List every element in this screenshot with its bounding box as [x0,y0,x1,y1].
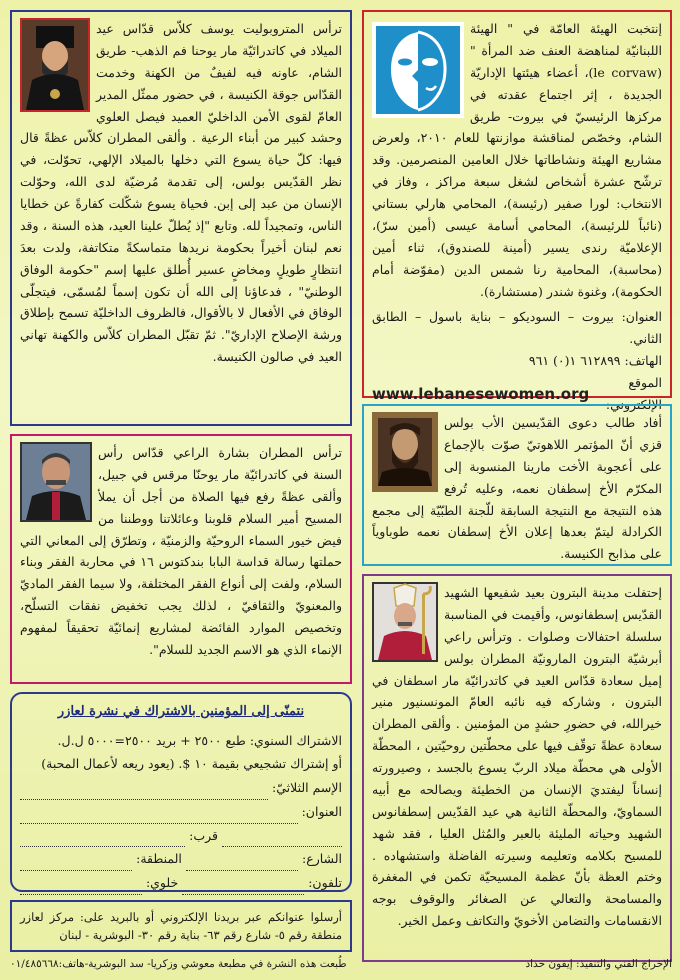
contact-text: أرسلوا عنوانكم عبر بريدنا الإلكتروني أو بالبريد على: مركز لعازر منطقة رقم ٥- شارع رقم ٦٣- بناية رقم ٣٠- البوشرية - لبنان [20,910,342,943]
article-women-council [362,10,672,412]
near-field[interactable]: قرب: [20,824,342,848]
article-batroun-feast [362,574,672,962]
bishop-saadeh-photo [372,582,438,662]
kallas-photo [20,18,90,112]
article-father-qarri [362,404,672,566]
article-archbishop-rai [10,434,352,684]
phone-mobile-field[interactable]: تلفون: خلوي: [20,871,342,895]
brother-estephan-photo [372,412,438,492]
contact-address [10,900,352,952]
footer-credits [10,958,672,970]
address-field[interactable]: العنوان: [20,800,342,824]
name-field[interactable]: الإسم الثلاثيّ: [20,776,342,800]
design-credit: الإخراج الفني والتنفيذ: إيفون حداد [525,958,672,970]
subscription-price: الاشتراك السنوي: طبع ٢٥٠٠ + بريد ٢٥٠٠=٥٠٠٠ ل.ل. [57,732,342,748]
kallas-text: ترأس المتروبوليت يوسف كلاّس قدّاس عيد الميلاد في كاتدرائيّة مار يوحنا فم الذهب- طريق الشام، عاونه فيه لفيفٌ من الكهنة وخدمت القدّاس جوقة الكنيسة ، في حضور ممثّل المدير العامّ لقوى الأمن الداخليّ العميد فيصل العلوي وحشد كبير من أبناء الرعية . وألقى المطران كلاّس عظةً قال فيها: كلّ حياة يسوع التي دخلها بالميلاد الإلهي، تحوّلت، في نظر القدّيس بولس، إلى تقدمة مُرضيّة لدى الله، وحوّلت الإنسان من عبد إلى إبن. فحياة يسوع شكّلت كفارةً عن خطايا الناس، وتمجيداً لله. وتابع "إذ يُطلّ علينا العيد، هذه السنة ، وقد نعم لبنان أخيراً بحكومة نريدها متماسكةً متكاتفة، ولدت بعدَ انتظارٍ طويلٍ ومخاضٍ عسير أُطلق عليها إسم "حكومة الوفاق الوطنيّ" ، فدعاؤنا إلى الله أن تكون إسماً لمُسمّى، فيتجلّى الوفاق في الأفعال لا بالأقوال، فالظروف الداخليّة تسمح بإطلاق ورشة الإصلاح الإداريّ". ثمّ تقبّل المطران كلاّس والكهنة تهاني العيد في صالون الكنيسة. [20,21,342,365]
rai-text: ترأس المطران بشارة الراعي قدّاس رأس السنة في كاتدرائيّة مار يوحنّا مرقس في جبيل، وألقى عظةً رفع فيها الصلاة من أجل أن يملأ المسيح أمير السلام قلوبنا وعائلاتنا ووطننا من فيض خيور السماء الروحيّة والزمنيّة ، وتطرّق إلى المعاني التي حملتها رسالة قداسة البابا بندكتوس ١٦ في محاربة الفقر وبناء السلام، ولفت إلى أنواع الفقر المختلفة، ولا سيما الفقر الماديّ والمعنويّ والثقافيّ ، لذلك يجب تخفيض نفقات التسلّح، وتخصيص الموارد الفائضة لمشاريع إنمائيّة تحقيقاً لمفهوم الإنماء الذي هو الاسم الجديد للسلام". [20,445,342,657]
article-metropolitan-kallas [10,10,352,426]
printer-credit: طُبعت هذه النشرة في مطبعة معوشي وزكريا- سد البوشرية-هاتف:٠١/٤٨٥٦٦٨ [10,958,347,970]
women-council-address: العنوان: بيروت – السوديكو – بناية باسول – الطابق الثاني. [372,309,662,347]
subscription-title: نتمنّى إلى المؤمنين بالاشتراك في نشرة لعازر [57,704,305,719]
subscription-donation: أو إشتراك تشجيعي بقيمة ١٠ $. (يعود ريعه لأعمال المحبة) [41,756,342,772]
women-council-text: إنتخبت الهيئة العامّة في " الهيئة اللبنانيّة لمناهضة العنف ضد المرأة " (le corvaw)، أعضاء هيئتها الإداريّة الجديدة ، إثر اجتماع عقدته في مركزها الرئيسيّ في بيروت- طريق الشام، وخصّص لمناقشة موازنتها للعام ٢٠١٠، ولعرض مشاريع الهيئة ونشاطاتها خلال العامين المنصرمين. وقد ترشّح عشرة أشخاص لشغل سبعة مراكز ، وفاز في الانتخاب: لورا صفير (رئيسة)، المحامي هارلي بستاني (نائباً للرئيسة)، المحامي أسامة عيسى (أمين سرّ)، الإعلاميّة رندى يسير (أمينة للصندوق)، ثناء أمين (محاسبة)، المحامية رنا شمس الدين (مفوّضة أمام الحكومة)، وغنوة شندر (مستشارة). [372,21,662,299]
qarri-text: أفاد طالب دعوى القدّيسين الأب بولس قزي أنّ المؤتمر اللاهوتيّ صوّت بالإجماع على أعجوبة الأخت مارينا المنسوبة إلى المكرّم الأخ إسطفان نعمه، وعليه تُرفع هذه النتيجة مع النتيجة السابقة للّجنة الطبّيّة إلى مجمع الكرادلة ليتمّ بعدها إعلان الأخ إسطفان نعمه طوباوياً على مذابح الكنيسة. [372,415,662,562]
women-council-website-link[interactable]: www.lebanesewomen.org [372,384,590,403]
women-council-site-label: الموقع الإلكتروني: [605,375,662,412]
batroun-text: إحتفلت مدينة البترون بعيد شفيعها الشهيد القدّيس إسطفانوس، وأقيمت في المناسبة سلسلة احتفالات وصلوات . وترأس راعي أبرشيّة البترون المارونيّة المطران بولس إميل سعادة قدّاس العيد في كاتدرائيّة مار اسطفان في البترون ، وشاركه فيه نائبه العامّ المونسنيور منير خيرالله، في حضورِ حشدٍ من المؤمنين . وألقى المطران سعادة عظةً توقّف فيها على محطّتين روحيّتين ، المحطّة الأولى هي محطّة ميلاد الربّ يسوع بالجسد ، وصيرورته إنساناً ليفتديَ الإنسان من الخطيئة ويصالحه مع أبيه السماويّ، والمحطّة الثانية هي عيد القدّيس إسطفانوس الشهيد وحياته المليئة بالعبر والمُثل العليا ، فقد شهد للمسيح بكلامه وتعليمه وسيرته الفاضلة واستشهاده . وختم العظة بأنّ عظمة المسيحيّة تكمن في المغفرة والمسامحة والتعالي عن الصغائر والوقوف بوجه الانقسامات والتضامن الأخويّ والتكاتف وعمل الخير. [372,585,662,929]
rai-photo [20,442,92,522]
subscription-form [10,692,352,892]
women-council-phone: الهاتف: ٦١٢٨٩٩ ١(٠) ٩٦١ [528,353,662,369]
street-region-field[interactable]: الشارع: المنطقة: [20,847,342,871]
corvaw-logo [372,22,464,118]
